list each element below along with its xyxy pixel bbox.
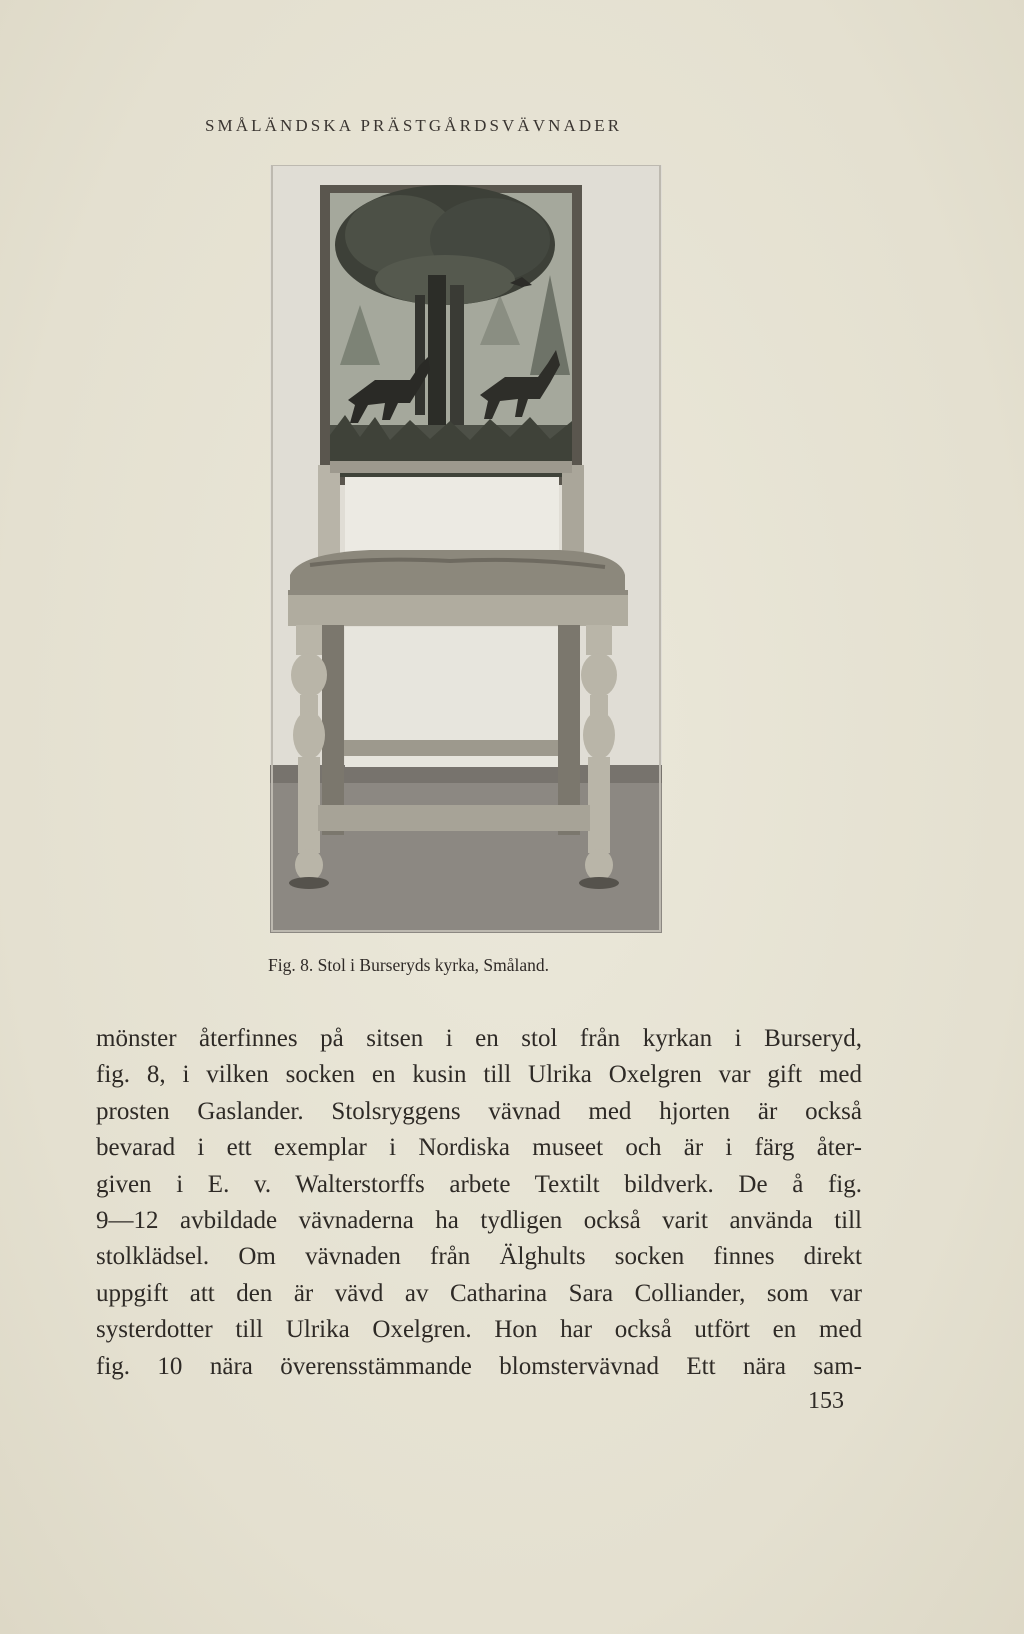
chair-photograph xyxy=(270,165,662,933)
body-line: mönster återfinnes på sitsen i en stol från kyrkan i Burseryd, xyxy=(96,1025,862,1052)
body-line: bevarad i ett exemplar i Nordiska museet och är i färg åter- xyxy=(96,1134,862,1162)
page-number: 153 xyxy=(808,1388,844,1414)
figure-chair-photo xyxy=(270,165,662,933)
body-line: given i E. v. Walterstorffs arbete Textilt bildverk. De å fig. xyxy=(96,1170,862,1198)
running-head: SMÅLÄNDSKA PRÄSTGÅRDSVÄVNADER xyxy=(205,116,623,135)
chair-frame xyxy=(288,461,628,889)
body-line: 9—12 avbildade vävnaderna ha tydligen också varit använda till xyxy=(96,1206,862,1234)
figure-caption: Fig. 8. Stol i Burseryds kyrka, Småland. xyxy=(268,955,549,975)
body-line: fig. 10 nära överensstämmande blomstervävnad Ett nära sam- xyxy=(96,1352,862,1380)
body-line: uppgift att den är vävd av Catharina Sara Colliander, som var xyxy=(96,1279,862,1307)
tapestry-backrest xyxy=(320,185,582,485)
body-text xyxy=(96,1021,862,1385)
body-line: prosten Gaslander. Stolsryggens vävnad med hjorten är också xyxy=(96,1097,862,1125)
body-line: systerdotter till Ulrika Oxelgren. Hon har också utfört en med xyxy=(96,1316,862,1344)
body-line: fig. 8, i vilken socken en kusin till Ulrika Oxelgren var gift med xyxy=(96,1061,862,1089)
body-line: stolklädsel. Om vävnaden från Älghults socken finnes direkt xyxy=(96,1243,862,1271)
